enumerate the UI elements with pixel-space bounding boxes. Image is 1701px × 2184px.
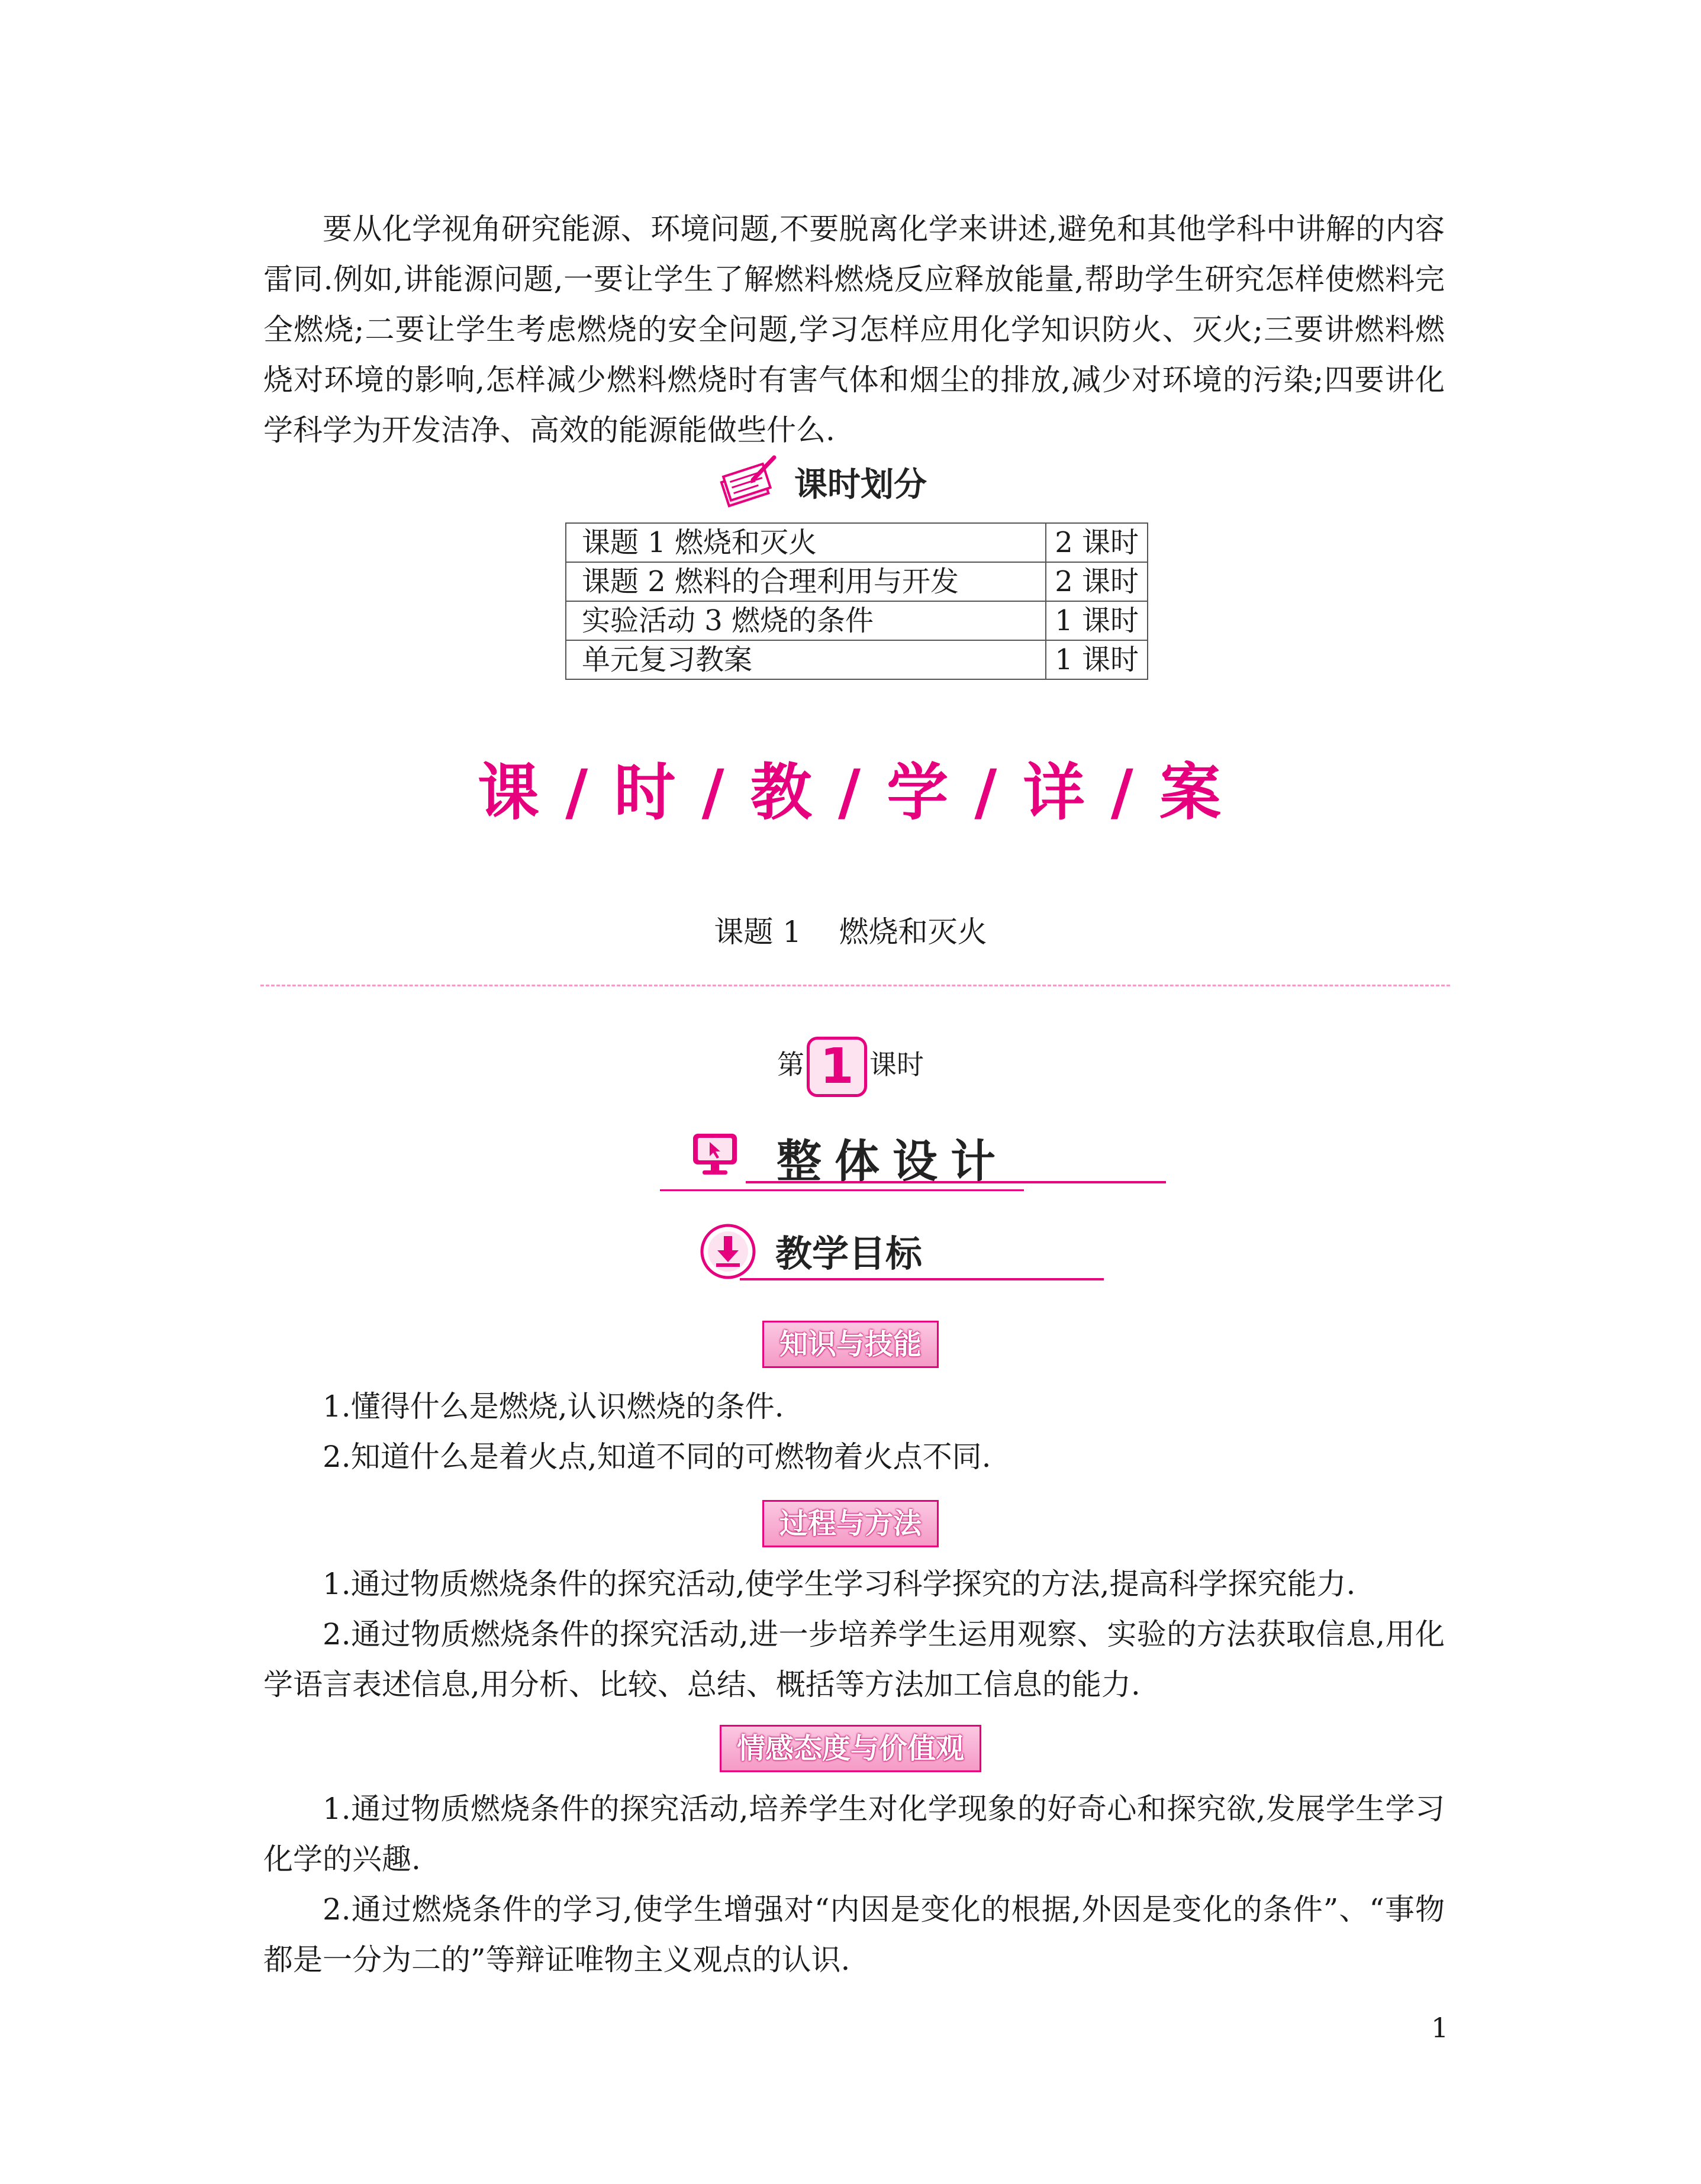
table-row <box>566 523 1148 562</box>
overall-design-title: 整体设计 <box>777 1135 1009 1188</box>
hours-cell: 2 课时 <box>1046 562 1148 601</box>
table-row <box>566 601 1148 640</box>
dashed-divider <box>260 985 1450 986</box>
knowledge-skills-tag: 知识与技能 <box>762 1321 939 1368</box>
heading-underline <box>746 1181 1166 1183</box>
table-row <box>566 640 1148 679</box>
topic-cell: 课题 1 燃烧和灭火 <box>566 523 1046 562</box>
monitor-cursor-icon <box>690 1129 740 1182</box>
page-number: 1 <box>1431 2012 1449 2044</box>
attitude-values-tag: 情感态度与价值观 <box>720 1725 981 1772</box>
hours-cell: 1 课时 <box>1046 640 1148 679</box>
period-prefix: 第 <box>777 1049 804 1080</box>
topic-cell: 实验活动 3 燃烧的条件 <box>566 601 1046 640</box>
process-methods-tag: 过程与方法 <box>762 1500 939 1547</box>
emotion-item: 1.通过物质燃烧条件的探究活动,培养学生对化学现象的好奇心和探究欲,发展学生学习化学的兴趣. <box>263 1792 1445 1876</box>
process-item: 1.通过物质燃烧条件的探究活动,使学生学习科学探究的方法,提高科学探究能力. <box>323 1567 1356 1601</box>
lesson-topic: 课题 1 燃烧和灭火 <box>714 915 987 949</box>
heading-underline <box>660 1189 1024 1191</box>
notebook-pen-icon <box>716 451 781 513</box>
period-number-badge: 1 <box>807 1037 867 1097</box>
schedule-table <box>565 522 1148 680</box>
table-row <box>566 562 1148 601</box>
section-title: 课 / 时 / 教 / 学 / 详 / 案 <box>478 756 1223 828</box>
hours-cell: 2 课时 <box>1046 523 1148 562</box>
teaching-goals-title: 教学目标 <box>775 1232 923 1275</box>
process-item: 2.通过物质燃烧条件的探究活动,进一步培养学生运用观察、实验的方法获取信息,用化学语言表述信息,用分析、比较、总结、概括等方法加工信息的能力. <box>263 1617 1445 1702</box>
topic-cell: 课题 2 燃料的合理利用与开发 <box>566 562 1046 601</box>
download-arrow-icon <box>698 1222 758 1283</box>
knowledge-item: 2.知道什么是着火点,知道不同的可燃物着火点不同. <box>323 1440 991 1474</box>
period-label <box>0 1037 1701 1097</box>
hours-cell: 1 课时 <box>1046 601 1148 640</box>
period-suffix: 课时 <box>869 1049 924 1080</box>
knowledge-item: 1.懂得什么是燃烧,认识燃烧的条件. <box>323 1389 784 1424</box>
emotion-item: 2.通过燃烧条件的学习,使学生增强对“内因是变化的根据,外因是变化的条件”、“事物都是一分为二的”等辩证唯物主义观点的认识. <box>263 1892 1445 1977</box>
heading-underline <box>740 1278 1104 1280</box>
plan-title: 课时划分 <box>794 466 927 504</box>
plan-header <box>716 450 927 515</box>
intro-paragraph: 要从化学视角研究能源、环境问题,不要脱离化学来讲述,避免和其他学科中讲解的内容雷同.例如,讲能源问题,一要让学生了解燃料燃烧反应释放能量,帮助学生研究怎样使燃料完全燃烧;二要让学生考虑燃烧的安全问题,学习怎样应用化学知识防火、灭火;三要讲燃料燃烧对环境的影响,怎样减少燃料燃烧时有害气体和烟尘的排放,减少对环境的污染;四要讲化学科学为开发洁净、高效的能源能做些什么. <box>263 212 1445 447</box>
topic-cell: 单元复习教案 <box>566 640 1046 679</box>
